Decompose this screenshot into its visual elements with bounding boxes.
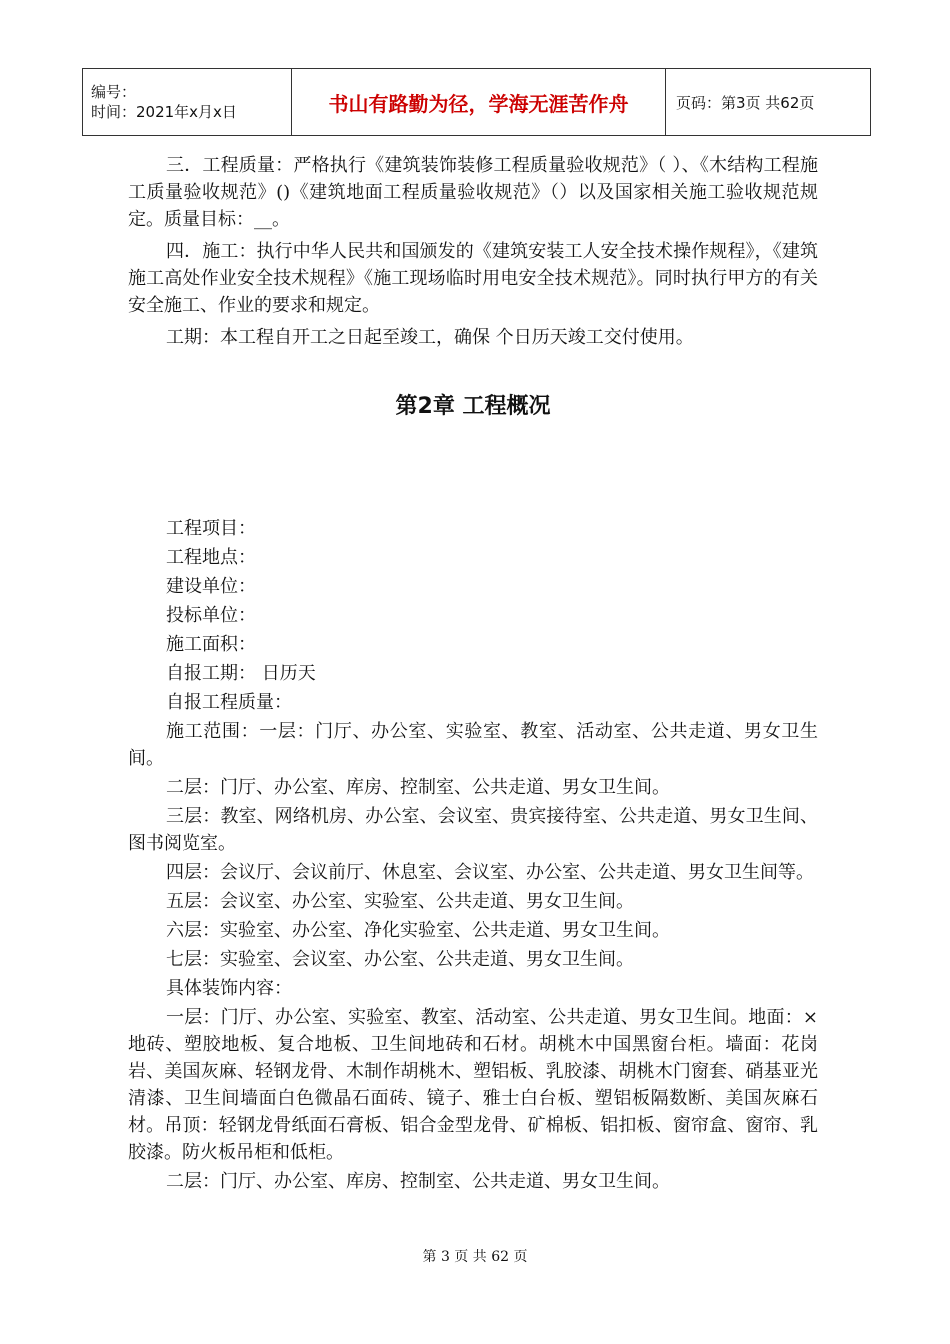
header-meta	[83, 69, 292, 136]
overview-line: 二层：门厅、办公室、库房、控制室、公共走道、男女卫生间。	[166, 777, 670, 798]
overview-line: 具体装饰内容：	[166, 978, 292, 999]
overview-line: 建设单位：	[166, 576, 256, 597]
intro-paragraph: 三．工程质量：严格执行《建筑装饰装修工程质量验收规范》（ ）、《木结构工程施工质量验收规范》()《建筑地面工程质量验收规范》（）以及国家相关施工验收规范规定。质量目标：__。	[128, 155, 818, 230]
overview-line: 施工面积：	[166, 634, 256, 655]
header-motto: 书山有路勤为径，学海无涯苦作舟	[292, 69, 666, 136]
code-label: 编号：	[91, 83, 137, 101]
header-page-info: 页码：第3页 共62页	[666, 69, 871, 136]
overview-line: 三层：教室、网络机房、办公室、会议室、贵宾接待室、公共走道、男女卫生间、图书阅览室。	[128, 806, 818, 854]
document-body	[128, 152, 818, 1197]
chapter-title: 第2章 工程概况	[395, 394, 551, 419]
overview-line: 工程项目：	[166, 518, 256, 539]
overview-line: 五层：会议室、办公室、实验室、公共走道、男女卫生间。	[166, 891, 634, 912]
overview-line: 自报工程质量：	[166, 692, 292, 713]
page-header	[82, 68, 871, 136]
intro-paragraph: 工期：本工程自开工之日起至竣工，确保 个日历天竣工交付使用。	[166, 327, 694, 348]
overview-line: 自报工期： 日历天	[166, 663, 316, 684]
date-label: 时间：2021年x月x日	[91, 103, 237, 121]
overview-line: 工程地点：	[166, 547, 256, 568]
overview-line: 二层：门厅、办公室、库房、控制室、公共走道、男女卫生间。	[166, 1171, 670, 1192]
overview-line: 施工范围：一层：门厅、办公室、实验室、教室、活动室、公共走道、男女卫生间。	[128, 721, 818, 769]
page-footer: 第 3 页 共 62 页	[422, 1249, 528, 1265]
overview-line: 六层：实验室、办公室、净化实验室、公共走道、男女卫生间。	[166, 920, 670, 941]
overview-line: 投标单位：	[166, 605, 256, 626]
intro-paragraph: 四．施工：执行中华人民共和国颁发的《建筑安装工人安全技术操作规程》，《建筑施工高处作业安全技术规程》《施工现场临时用电安全技术规范》。同时执行甲方的有关安全施工、作业的要求和规定。	[128, 241, 818, 316]
overview-line: 七层：实验室、会议室、办公室、公共走道、男女卫生间。	[166, 949, 634, 970]
overview-line: 一层：门厅、办公室、实验室、教室、活动室、公共走道、男女卫生间。地面：×地砖、塑胶地板、复合地板、卫生间地砖和石材。胡桃木中国黑窗台柜。墙面：花岗岩、美国灰麻、轻钢龙骨、木制作胡桃木、塑铝板、乳胶漆、胡桃木门窗套、硝基亚光清漆、卫生间墙面白色微晶石面砖、镜子、雅士白台板、塑铝板隔数断、美国灰麻石材。吊顶：轻钢龙骨纸面石膏板、铝合金型龙骨、矿棉板、铝扣板、窗帘盒、窗帘、乳胶漆。防火板吊柜和低柜。	[128, 1007, 818, 1163]
overview-line: 四层：会议厅、会议前厅、休息室、会议室、办公室、公共走道、男女卫生间等。	[166, 862, 814, 883]
